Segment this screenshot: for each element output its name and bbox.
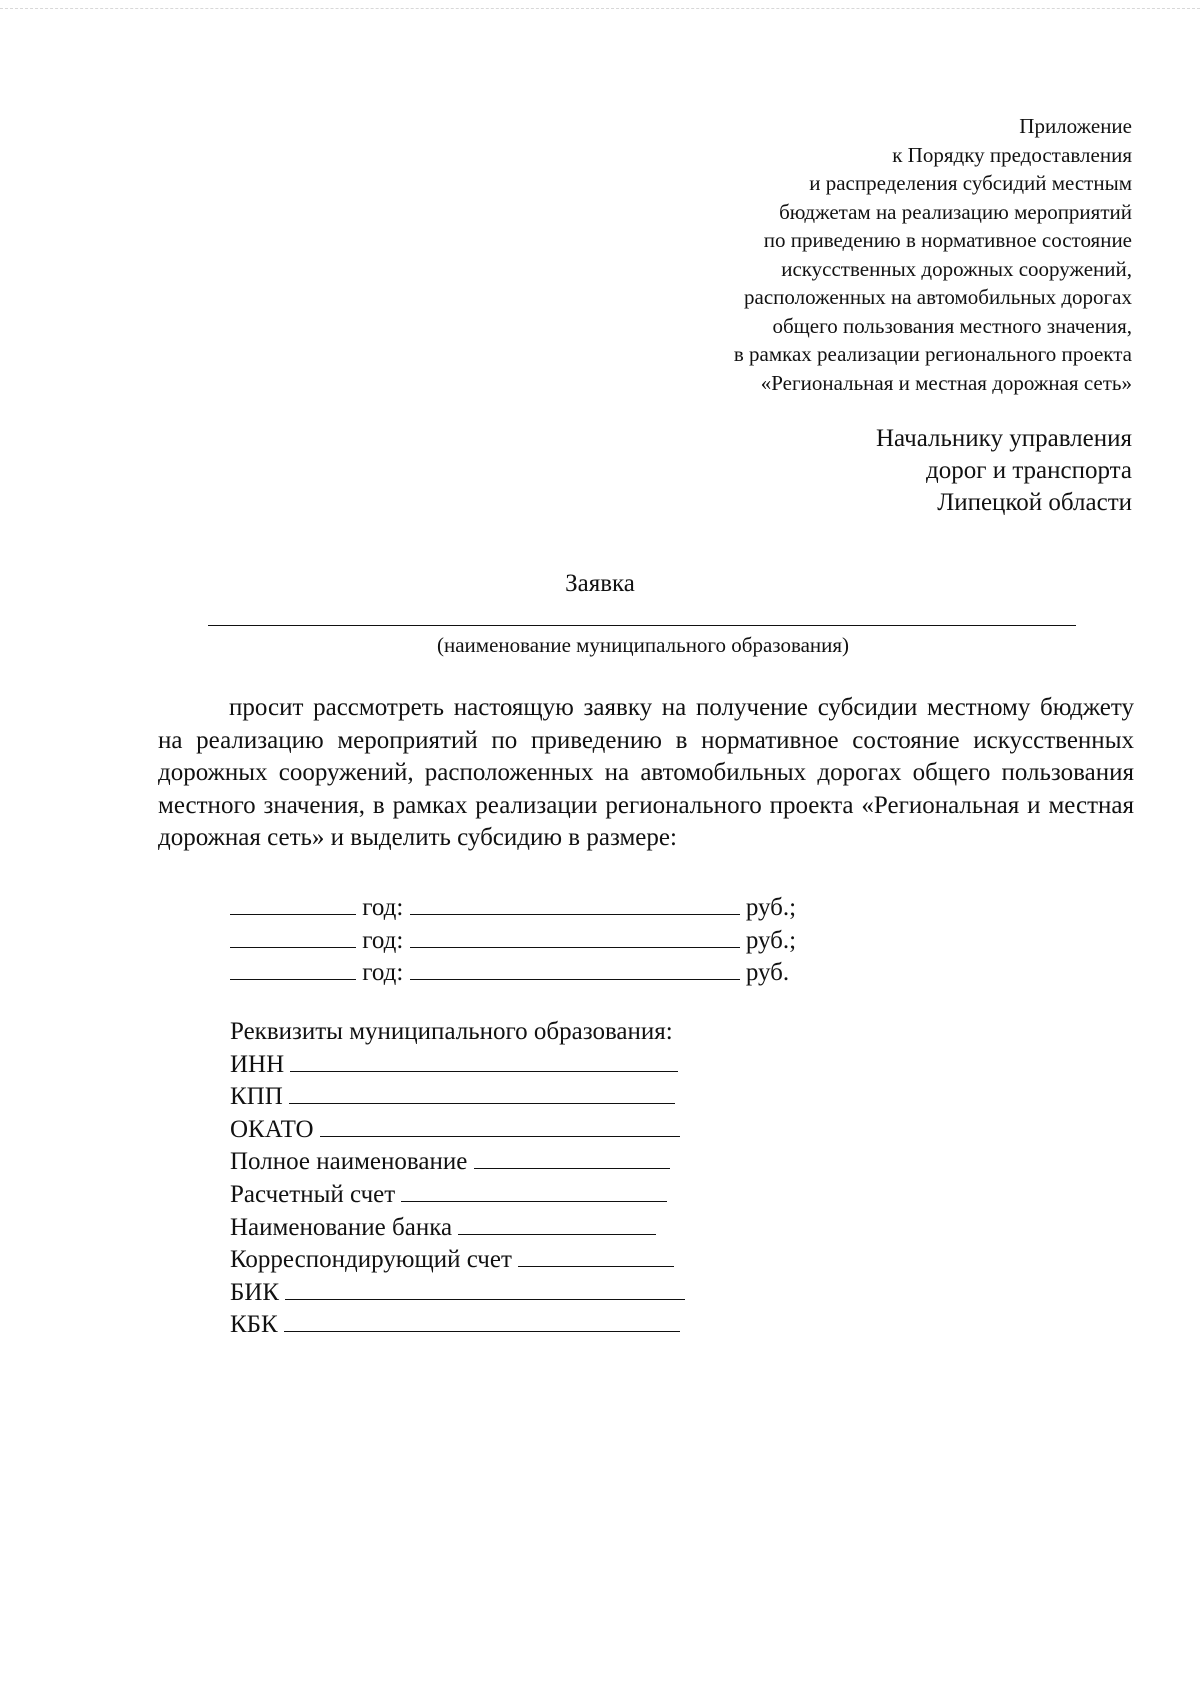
appendix-line: Приложение	[1019, 114, 1132, 138]
year-label: год:	[362, 926, 404, 954]
requisite-label: БИК	[230, 1278, 280, 1306]
addressee-line: Начальнику управления	[876, 425, 1132, 452]
appendix-line: расположенных на автомобильных дорогах	[744, 285, 1132, 309]
year-blank[interactable]	[230, 892, 356, 915]
subsidy-amounts	[230, 892, 796, 990]
requisite-corr-account	[230, 1244, 685, 1277]
municipality-caption: (наименование муниципального образования)	[437, 633, 850, 657]
amount-row	[230, 957, 796, 990]
appendix-line: в рамках реализации регионального проекта	[733, 342, 1132, 366]
requisite-blank[interactable]	[289, 1081, 675, 1104]
scan-edge-line	[0, 8, 1200, 9]
requisite-inn	[230, 1049, 685, 1082]
appendix-line: «Региональная и местная дорожная сеть»	[760, 370, 1132, 395]
requisite-kpp	[230, 1081, 685, 1114]
currency-label: руб.	[745, 959, 790, 986]
requisite-kbk	[230, 1309, 685, 1342]
requisite-label: ИНН	[230, 1050, 285, 1078]
year-label: год:	[362, 959, 404, 986]
sum-blank[interactable]	[410, 957, 740, 980]
year-blank[interactable]	[230, 925, 356, 948]
appendix-line: и распределения субсидий местным	[809, 171, 1132, 195]
requisite-bank-name	[230, 1212, 685, 1245]
requisite-blank[interactable]	[285, 1277, 685, 1300]
requisite-blank[interactable]	[290, 1049, 678, 1072]
currency-label: руб.;	[745, 894, 797, 921]
requisite-blank[interactable]	[401, 1179, 667, 1202]
year-label: год:	[362, 894, 404, 921]
appendix-line: к Порядку предоставления	[892, 142, 1132, 167]
request-body-text: просит рассмотреть настоящую заявку на получение субсидии местному бюджету на реализацию мероприятий по приведению в нормативное состояние искусственных дорожных сооружений, расположенных на автомобильных дорогах общего пользования местного значения, в рамках реализации регионального проекта «Региональная и местная дорожная сеть» и выделить субсидию в размере:	[158, 694, 1134, 851]
requisite-okato	[230, 1114, 685, 1147]
sum-blank[interactable]	[410, 892, 740, 915]
requisite-bik	[230, 1277, 685, 1310]
requisite-label: Расчетный счет	[230, 1180, 396, 1208]
requisite-label: КПП	[230, 1083, 283, 1111]
appendix-line: по приведению в нормативное состояние	[763, 228, 1132, 252]
appendix-header	[572, 112, 1132, 397]
requisite-label: КБК	[230, 1311, 278, 1339]
addressee-line: дорог и транспорта	[925, 457, 1132, 484]
requisite-blank[interactable]	[320, 1114, 680, 1137]
requisite-account	[230, 1179, 685, 1212]
requisite-label: Наименование банка	[230, 1213, 453, 1241]
appendix-line: искусственных дорожных сооружений,	[781, 256, 1132, 281]
addressee-line: Липецкой области	[937, 489, 1132, 516]
requisite-label: ОКАТО	[230, 1115, 314, 1143]
currency-label: руб.;	[745, 926, 797, 954]
document-title: Заявка	[565, 570, 635, 597]
amount-row	[230, 925, 796, 958]
amount-row	[230, 892, 796, 925]
appendix-line: общего пользования местного значения,	[772, 313, 1132, 338]
requisites-block	[230, 1016, 685, 1342]
requisites-heading: Реквизиты муниципального образования:	[230, 1018, 673, 1045]
requisite-blank[interactable]	[474, 1146, 670, 1169]
year-blank[interactable]	[230, 957, 356, 980]
appendix-line: бюджетам на реализацию мероприятий	[779, 199, 1132, 224]
requisite-blank[interactable]	[284, 1309, 680, 1332]
requisite-full-name	[230, 1146, 685, 1179]
sum-blank[interactable]	[410, 925, 740, 948]
addressee-block	[632, 423, 1132, 519]
requisite-blank[interactable]	[518, 1244, 674, 1267]
requisite-label: Корреспондирующий счет	[230, 1246, 512, 1274]
requisite-label: Полное наименование	[230, 1148, 468, 1176]
municipality-name-blank[interactable]	[208, 625, 1076, 626]
requisite-blank[interactable]	[458, 1212, 656, 1235]
